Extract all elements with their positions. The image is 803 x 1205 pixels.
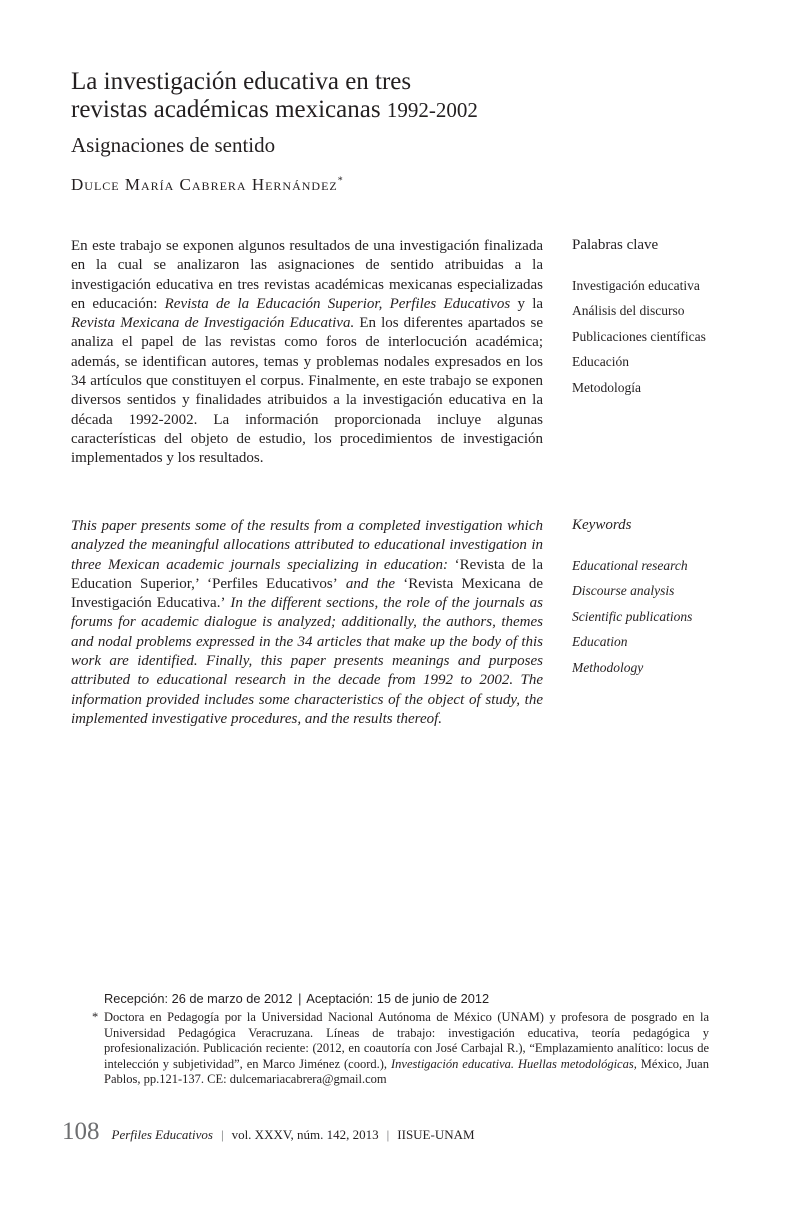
keywords-english <box>572 517 772 680</box>
abstract-spanish <box>71 237 543 469</box>
keyword-es-item: Publicaciones científicas <box>572 328 706 344</box>
abstract-es-journals: Revista de la Educación Superior, Perfiles Educativos <box>164 295 511 312</box>
footnote-text <box>104 1010 709 1088</box>
abstract-en-journals: ‘Revista de la Education Superior,’ ‘Perfiles Educativos’ <box>71 556 543 592</box>
keyword-en-item: Educational research <box>572 558 688 573</box>
abstract-es-text-3: En los diferentes apartados se analiza el papel de las revistas como foros de interlocución académica; además, se identifican autores, temas y problemas nodales expresados en los 34 artículos que constituyen el corpus. Finalmente, en este trabajo se exponen diversos sentidos y finalidades atribuidos a la investigación educativa en la década 1992-2002. La información proporcionada incluye algunas características del objeto de estudio, los procedimientos de investigación implementados y los resultados. <box>71 315 543 467</box>
keyword-es-item: Análisis del discurso <box>572 303 685 319</box>
submission-dates <box>104 991 489 1006</box>
author-footnote <box>92 1010 709 1088</box>
keywords-es-heading: Palabras clave <box>572 237 659 253</box>
keyword-es-item: Educación <box>572 354 629 370</box>
abstract-es-text-1: En este trabajo se exponen algunos resultados de una investigación finalizada en la cual se analizaron las asignaciones de sentido atribuidas a la investigación educativa en tres revistas académicas mexicanas especializadas en educación: <box>71 238 543 312</box>
author-text: Dulce María Cabrera Hernández <box>71 175 338 194</box>
abstract-en-text-1: This paper presents some of the results from a completed investigation which analyzed the meaningful allocations attributed to educational investigation in three Mexican academic journals specializing in education: <box>71 518 543 573</box>
footnote-book-title: Investigación educativa. Huellas metodológicas, <box>390 1056 637 1071</box>
keyword-es-item: Investigación educativa <box>572 278 700 293</box>
keyword-en-item: Methodology <box>572 659 644 675</box>
reception-date: Recepción: 26 de marzo de 2012 <box>104 991 293 1006</box>
publisher: IISUE-UNAM <box>397 1127 475 1142</box>
abstract-english <box>71 517 543 729</box>
abstract-es-journal-rmie: Revista Mexicana de Investigación Educativa. <box>71 315 355 332</box>
title-years: 1992-2002 <box>386 98 478 122</box>
abstract-en-text-3: In the different sections, the role of the journals as forums for academic dialogue is analyzed; additionally, the authors, themes and nodal problems expressed in the 34 articles that make up the body of this work are identified. Finally, this paper presents meanings and purposes attributed to educational research in the decade from 1992 to 2002. The information provided includes some characteristics of the object of study, the implemented investigative procedures, and the results thereof. <box>71 595 543 727</box>
abstract-es-text-2: y la <box>510 295 544 312</box>
page-number: 108 <box>62 1118 100 1145</box>
abstract-en-text-2: and the <box>337 575 404 592</box>
page-footer <box>62 1118 475 1148</box>
title-line-2: revistas académicas mexicanas <box>71 96 381 123</box>
keyword-es-item: Metodología <box>572 379 641 395</box>
acceptance-date: Aceptación: 15 de junio de 2012 <box>306 991 490 1006</box>
title-line-1: La investigación educativa en tres <box>71 68 412 95</box>
journal-volume: vol. XXXV, núm. 142, 2013 <box>231 1127 379 1142</box>
author-footnote-mark: * <box>337 175 344 187</box>
keyword-en-item: Education <box>572 634 628 650</box>
keywords-en-heading: Keywords <box>572 517 632 533</box>
keyword-en-item: Scientific publications <box>572 608 693 624</box>
author-name <box>71 175 344 195</box>
footnote-text-2: México, Juan Pablos, pp.121-137. CE: dulcemariacabrera@gmail.com <box>104 1056 709 1087</box>
abstract-en-journal-rmie: ‘Revista Mexicana de Investigación Educativa.’ <box>71 575 543 612</box>
article-subtitle: Asignaciones de sentido <box>71 133 276 157</box>
footer-separator: | <box>220 1127 224 1142</box>
article-title <box>71 68 591 124</box>
footnote-text-1: Doctora en Pedagogía por la Universidad Nacional Autónoma de México (UNAM) y profesora de posgrado en la Universidad Pedagógica Veracruzana. Líneas de trabajo: investigación educativa, teoría pedagógica y profesionalización. Publicación reciente: (2012, en coautoría con José Carbajal R.), “Emplazamiento analítico: locus de intelección y subjetividad”, en Marco Jiménez (coord.), <box>104 1010 709 1071</box>
keyword-en-item: Discourse analysis <box>572 583 675 599</box>
keywords-spanish <box>572 237 772 400</box>
footnote-mark: * <box>92 1010 99 1024</box>
journal-name: Perfiles Educativos <box>111 1127 213 1142</box>
footer-separator: | <box>386 1127 390 1142</box>
dates-separator: | <box>298 991 302 1006</box>
